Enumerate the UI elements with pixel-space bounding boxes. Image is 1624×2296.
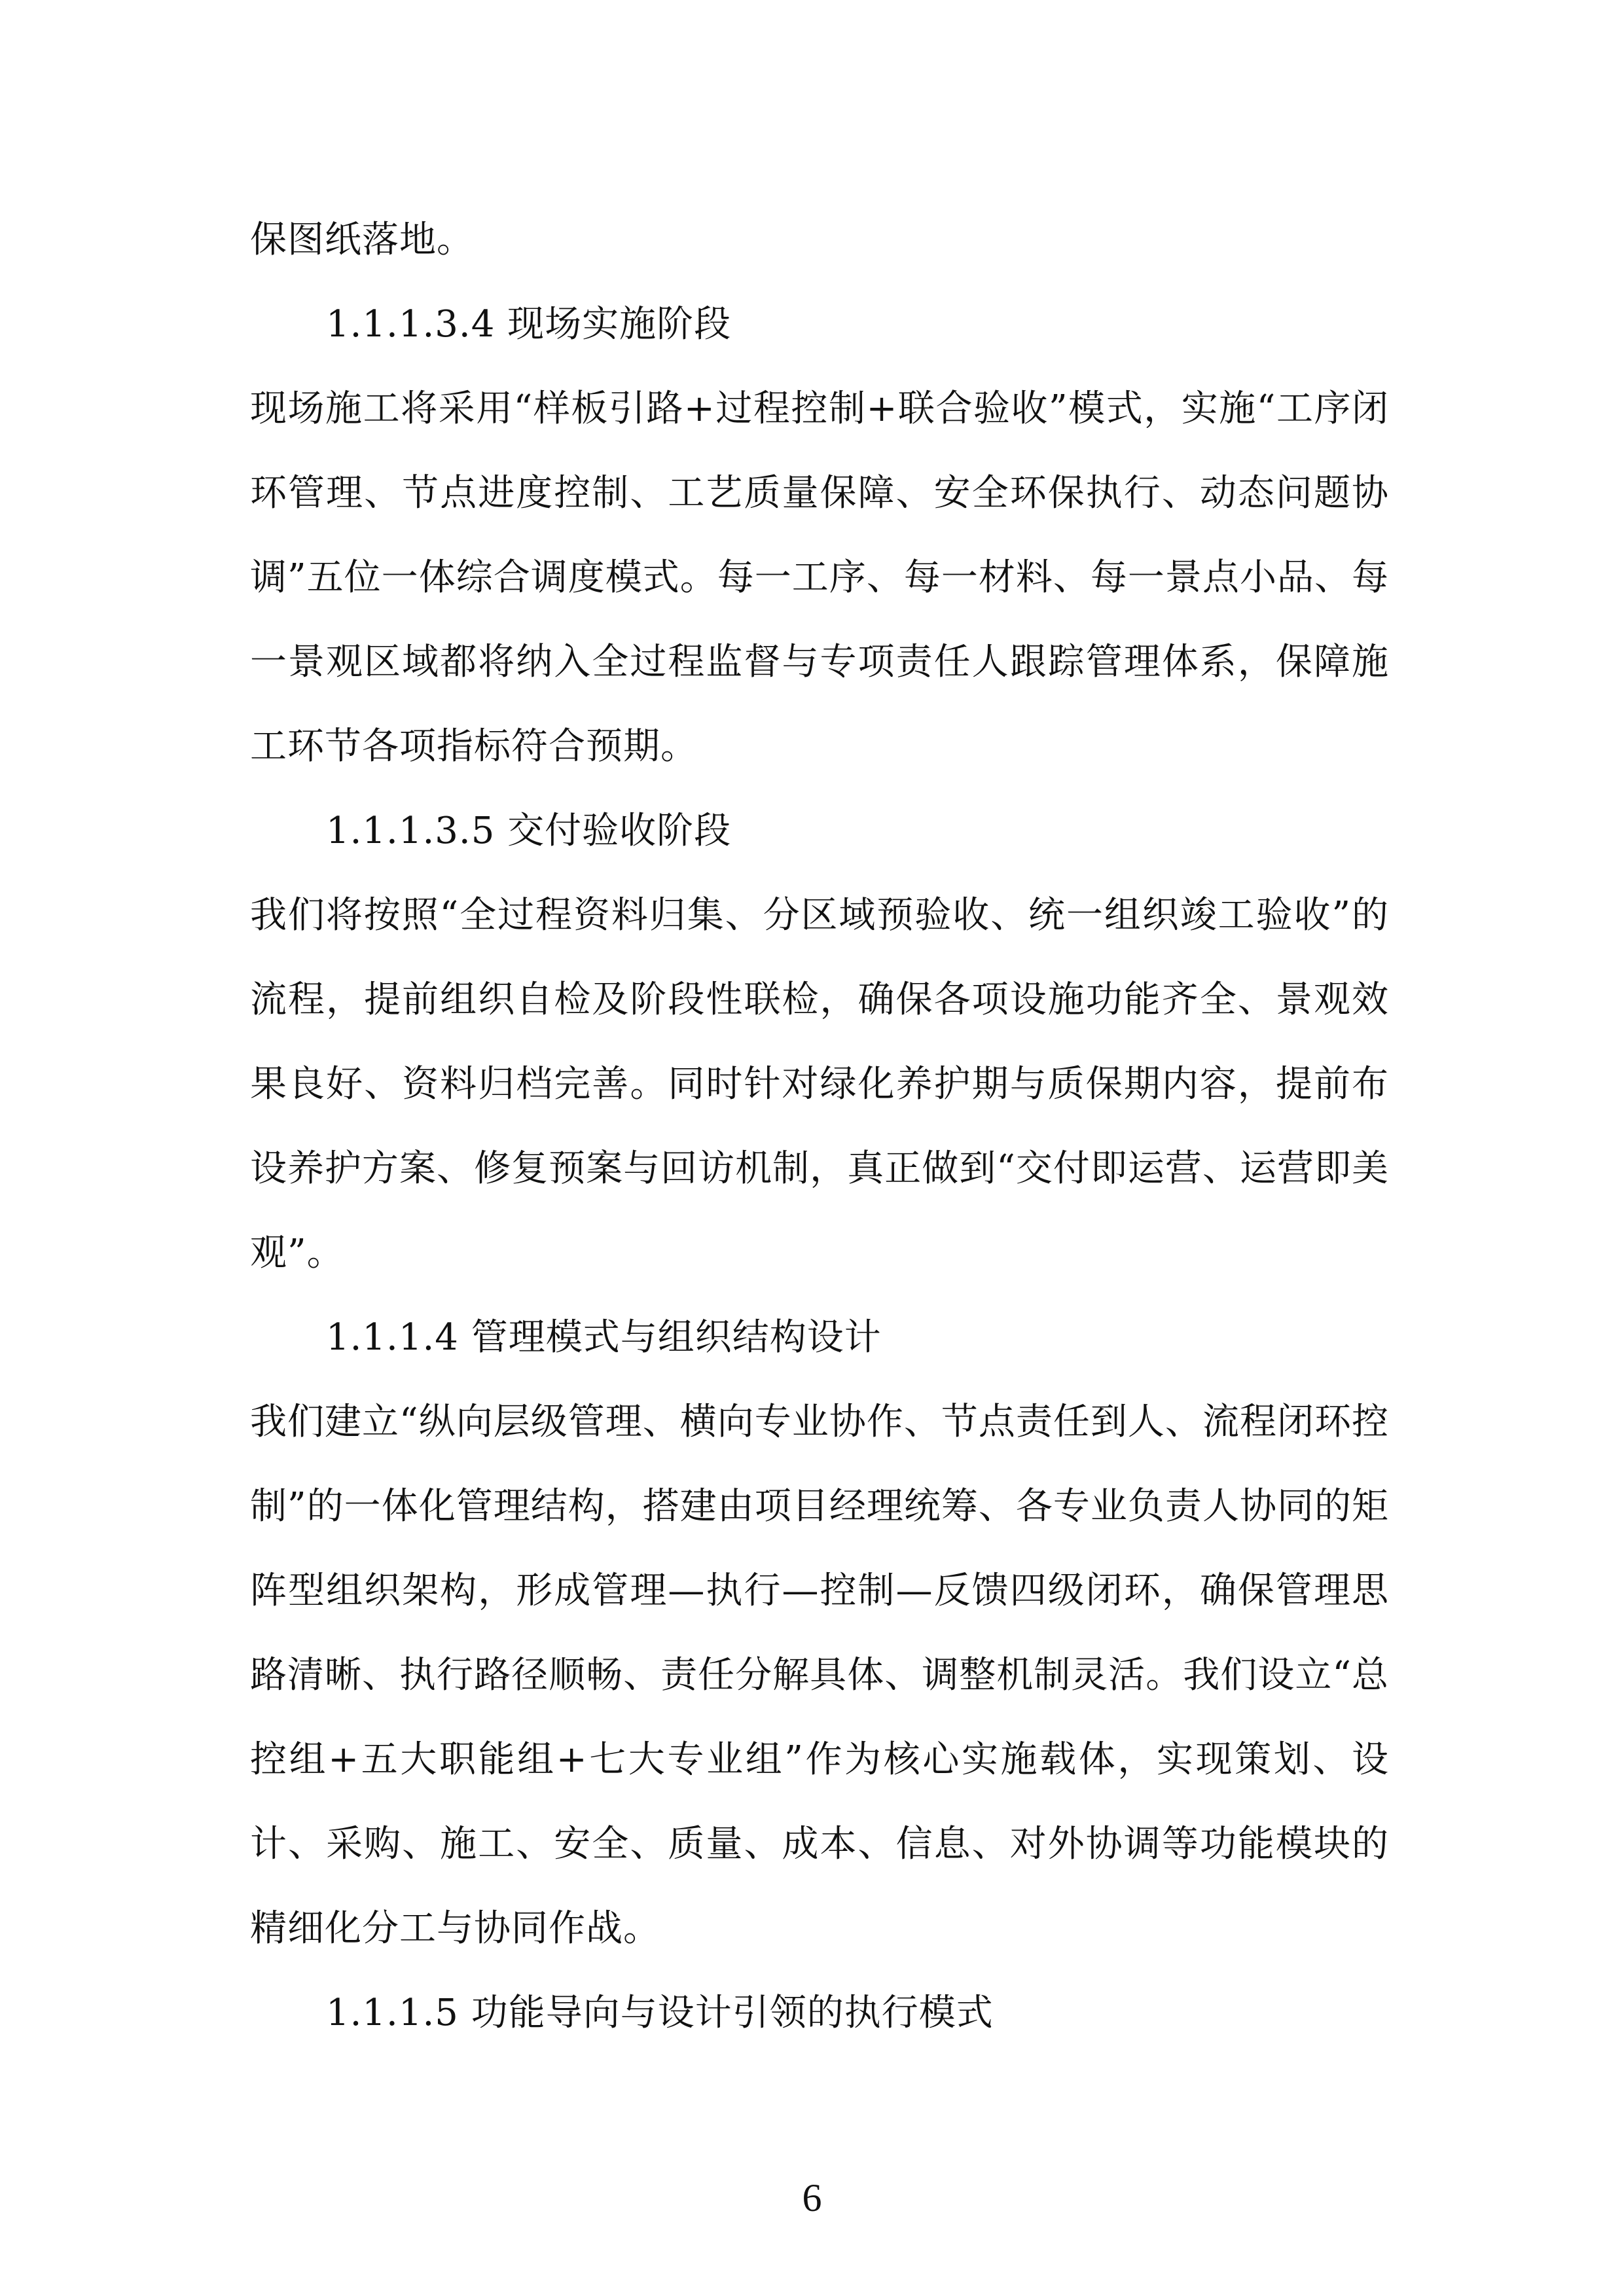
- paragraph-management-structure: 我们建立“纵向层级管理、横向专业协作、节点责任到人、流程闭环控制”的一体化管理结构，搭建由项目经理统筹、各专业负责人协同的矩阵型组织架构，形成管理—执行—控制—反馈四级闭环，确保管理思路清晰、执行路径顺畅、责任分解具体、调整机制灵活。我们设立“总控组+五大职能组+七大专业组”作为核心实施载体，实现策划、设计、采购、施工、安全、质量、成本、信息、对外协调等功能模块的精细化分工与协同作战。: [250, 1401, 1389, 1950]
- page-number: 6: [802, 2176, 822, 2219]
- section-heading-1-1-1-3-5: 1.1.1.3.5 交付验收阶段: [326, 810, 732, 852]
- paragraph-continuation: 保图纸落地。: [250, 219, 474, 261]
- section-heading-1-1-1-5: 1.1.1.5 功能导向与设计引领的执行模式: [326, 1992, 994, 2034]
- page-body: [250, 198, 1389, 2055]
- section-heading-1-1-1-4: 1.1.1.4 管理模式与组织结构设计: [326, 1316, 882, 1359]
- paragraph-delivery-acceptance: 我们将按照“全过程资料归集、分区域预验收、统一组织竣工验收”的流程，提前组织自检及阶段性联检，确保各项设施功能齐全、景观效果良好、资料归档完善。同时针对绿化养护期与质保期内容，提前布设养护方案、修复预案与回访机制，真正做到“交付即运营、运营即美观”。: [250, 894, 1389, 1274]
- paragraph-site-implementation: 现场施工将采用“样板引路+过程控制+联合验收”模式，实施“工序闭环管理、节点进度控制、工艺质量保障、安全环保执行、动态问题协调”五位一体综合调度模式。每一工序、每一材料、每一景点小品、每一景观区域都将纳入全过程监督与专项责任人跟踪管理体系，保障施工环节各项指标符合预期。: [250, 387, 1389, 768]
- section-heading-1-1-1-3-4: 1.1.1.3.4 现场实施阶段: [326, 303, 732, 346]
